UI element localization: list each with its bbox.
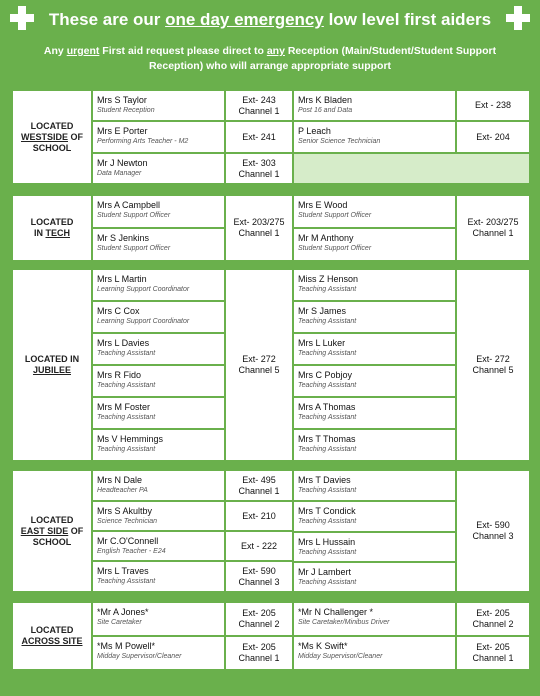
- location-label: LOCATED WESTSIDE OF SCHOOL: [12, 90, 92, 184]
- first-aider: [92, 470, 225, 501]
- extension: Ext- 590 Channel 3: [456, 470, 530, 592]
- first-aider: [92, 429, 225, 461]
- extension: Ext- 272 Channel 5: [225, 269, 293, 461]
- person-role: Midday Supervisor/Cleaner: [97, 653, 182, 660]
- person-name: Mrs T Davies: [298, 475, 351, 485]
- first-aider: [92, 228, 225, 261]
- person-name: Mrs R Fido: [97, 370, 142, 380]
- first-aider: [293, 636, 456, 670]
- person-name: *Ms K Swift*: [298, 641, 348, 651]
- person-name: Mrs C Cox: [97, 306, 140, 316]
- empty-cell: [293, 153, 530, 184]
- extension: Ext- 204: [456, 121, 530, 153]
- location-label: LOCATED EAST SIDE OF SCHOOL: [12, 470, 92, 592]
- extension: Ext- 272 Channel 5: [456, 269, 530, 461]
- first-aider: [92, 501, 225, 531]
- person-role: Teaching Assistant: [97, 350, 156, 357]
- person-name: Mr S James: [298, 306, 347, 316]
- first-aider: [92, 531, 225, 561]
- person-name: Mrs L Hussain: [298, 537, 356, 547]
- person-name: Mrs M Foster: [97, 402, 150, 412]
- section-westside: [11, 89, 531, 185]
- header: [0, 0, 540, 86]
- person-role: Learning Support Coordinator: [97, 286, 190, 293]
- person-name: Miss Z Henson: [298, 274, 359, 284]
- person-role: Student Support Officer: [298, 212, 372, 219]
- person-name: Mr J Lambert: [298, 567, 352, 577]
- first-aider: [293, 365, 456, 397]
- extension: Ext- 590 Channel 3: [225, 561, 293, 592]
- first-aider: [293, 397, 456, 429]
- person-role: Site Caretaker/Minibus Driver: [298, 619, 390, 626]
- person-role: Student Support Officer: [97, 245, 171, 252]
- first-aider: [293, 269, 456, 301]
- person-role: Teaching Assistant: [97, 446, 156, 453]
- first-aider: [92, 301, 225, 333]
- extension: Ext- 210: [225, 501, 293, 531]
- first-aider: [92, 90, 225, 121]
- person-name: Mrs L Luker: [298, 338, 346, 348]
- subtitle: Any urgent First aid request please direct to any Reception (Main/Student/Student Support Reception) who will arrange appropriate support: [43, 45, 497, 72]
- person-role: Teaching Assistant: [298, 350, 357, 357]
- extension: Ext- 243 Channel 1: [225, 90, 293, 121]
- person-name: Mrs N Dale: [97, 475, 143, 485]
- person-name: Mrs L Traves: [97, 566, 149, 576]
- person-name: Mrs T Condick: [298, 506, 356, 516]
- person-role: Midday Supervisor/Cleaner: [298, 653, 383, 660]
- first-aider: [92, 365, 225, 397]
- first-aider: [92, 561, 225, 592]
- person-name: Mr C.O'Connell: [97, 536, 159, 546]
- first-aider: [92, 636, 225, 670]
- first-aider: [293, 195, 456, 228]
- person-role: Teaching Assistant: [298, 549, 357, 556]
- person-role: Site Caretaker: [97, 619, 142, 626]
- person-name: *Mr A Jones*: [97, 607, 149, 617]
- first-aider: [293, 470, 456, 501]
- person-name: Mrs C Pobjoy: [298, 370, 353, 380]
- person-name: Mrs L Martin: [97, 274, 147, 284]
- first-aider: [293, 121, 456, 153]
- person-name: Mrs S Taylor: [97, 95, 147, 105]
- page-title: These are our one day emergency low level first aiders: [48, 10, 492, 29]
- person-role: Student Support Officer: [298, 245, 372, 252]
- person-name: Mrs L Davies: [97, 338, 150, 348]
- person-role: Teaching Assistant: [298, 579, 357, 586]
- person-role: Student Reception: [97, 107, 155, 114]
- person-name: Mrs E Porter: [97, 126, 148, 136]
- extension: Ext- 205 Channel 1: [456, 636, 530, 670]
- extension: Ext- 241: [225, 121, 293, 153]
- person-name: Mr J Newton: [97, 158, 148, 168]
- person-role: Teaching Assistant: [97, 578, 156, 585]
- person-name: Mrs A Campbell: [97, 200, 161, 210]
- first-aider: [92, 153, 225, 184]
- person-role: Teaching Assistant: [298, 318, 357, 325]
- section-across-site: [11, 601, 531, 671]
- person-name: P Leach: [298, 126, 331, 136]
- person-name: *Ms M Powell*: [97, 641, 156, 651]
- person-role: Learning Support Coordinator: [97, 318, 190, 325]
- first-aider: [293, 228, 456, 261]
- extension: Ext- 205 Channel 2: [225, 602, 293, 636]
- first-aider: [92, 397, 225, 429]
- first-aider: [92, 195, 225, 228]
- extension: Ext - 222: [225, 531, 293, 561]
- first-aider: [293, 90, 456, 121]
- extension: Ext - 238: [456, 90, 530, 121]
- person-name: Mrs T Thomas: [298, 434, 356, 444]
- first-aider: [293, 429, 456, 461]
- person-role: Headteacher PA: [97, 487, 148, 494]
- location-label: LOCATED IN JUBILEE: [12, 269, 92, 461]
- person-role: Teaching Assistant: [298, 446, 357, 453]
- person-role: Data Manager: [97, 170, 142, 177]
- section-jubilee: [11, 268, 531, 462]
- extension: Ext- 303 Channel 1: [225, 153, 293, 184]
- first-aider: [92, 333, 225, 365]
- person-name: Mrs A Thomas: [298, 402, 356, 412]
- person-role: Teaching Assistant: [97, 414, 156, 421]
- first-aider: [293, 301, 456, 333]
- person-role: Teaching Assistant: [298, 286, 357, 293]
- person-name: *Mr N Challenger *: [298, 607, 374, 617]
- person-name: Mrs S Akultby: [97, 506, 153, 516]
- extension: Ext- 495 Channel 1: [225, 470, 293, 501]
- location-label: LOCATED IN TECH: [12, 195, 92, 261]
- first-aider: [293, 333, 456, 365]
- person-role: Teaching Assistant: [97, 382, 156, 389]
- extension: Ext- 205 Channel 2: [456, 602, 530, 636]
- person-role: Teaching Assistant: [298, 414, 357, 421]
- person-role: Teaching Assistant: [298, 487, 357, 494]
- first-aider: [293, 602, 456, 636]
- person-role: English Teacher - E24: [97, 548, 166, 555]
- extension: Ext- 205 Channel 1: [225, 636, 293, 670]
- person-role: Post 16 and Data: [298, 107, 353, 114]
- person-role: Science Technician: [97, 518, 158, 525]
- extension: Ext- 203/275 Channel 1: [225, 195, 293, 261]
- person-name: Mr M Anthony: [298, 233, 354, 243]
- person-role: Teaching Assistant: [298, 382, 357, 389]
- person-role: Teaching Assistant: [298, 518, 357, 525]
- person-role: Student Support Officer: [97, 212, 171, 219]
- person-name: Mrs E Wood: [298, 200, 348, 210]
- person-name: Mr S Jenkins: [97, 233, 150, 243]
- first-aider: [293, 562, 456, 592]
- first-aider: [92, 602, 225, 636]
- person-name: Mrs K Bladen: [298, 95, 353, 105]
- section-eastside: [11, 469, 531, 593]
- person-name: Ms V Hemmings: [97, 434, 164, 444]
- first-aider: [92, 269, 225, 301]
- first-aider: [293, 501, 456, 532]
- first-aider: [293, 532, 456, 562]
- person-role: Senior Science Technician: [298, 138, 381, 145]
- section-tech: [11, 194, 531, 262]
- first-aider: [92, 121, 225, 153]
- person-role: Performing Arts Teacher - M2: [97, 138, 189, 145]
- location-label: LOCATED ACROSS SITE: [12, 602, 92, 670]
- extension: Ext- 203/275 Channel 1: [456, 195, 530, 261]
